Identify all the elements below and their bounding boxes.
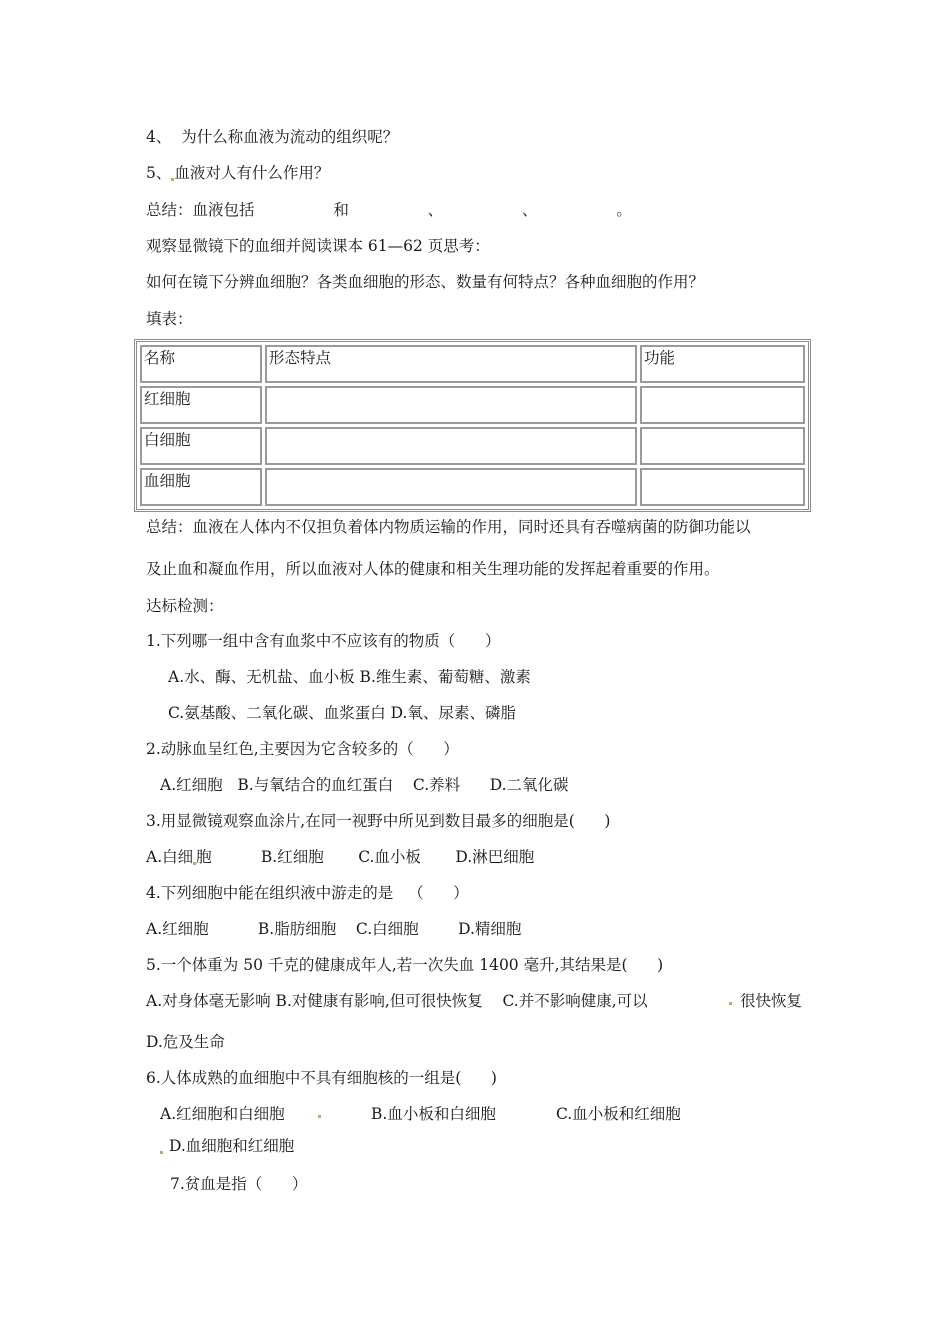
test-question-5-options-tail: 很快恢复 [740,992,803,1010]
table-cell-function[interactable] [640,468,805,506]
speck-mark-icon [729,1002,732,1005]
test-question-4: 4.下列细胞中能在组织液中游走的是 （ ） [146,884,469,902]
test-question-5: 5.一个体重为 50 千克的健康成年人,若一次失血 1400 毫升,其结果是( ) [146,956,664,974]
table-cell-name: 红细胞 [140,386,262,424]
table-cell-shape[interactable] [265,468,637,506]
table-row [140,468,805,506]
question-5-number: 5、 [146,164,172,182]
test-question-1-options-ab: A.水、酶、无机盐、血小板 B.维生素、葡萄糖、激素 [168,668,531,686]
test-question-2: 2.动脉血呈红色,主要因为它含较多的（ ） [146,740,459,758]
test-question-1-options-cd: C.氨基酸、二氧化碳、血浆蛋白 D.氧、尿素、磷脂 [168,704,516,722]
test-heading: 达标检测： [146,597,224,615]
test-question-3: 3.用显微镜观察血涂片,在同一视野中所见到数目最多的细胞是( ) [146,812,611,830]
test-question-5-option-d: D.危及生命 [146,1033,225,1051]
question-5 [146,163,329,183]
question-4: 4、 为什么称血液为流动的组织呢？ [146,128,399,146]
test-question-4-options: A.红细胞 B.脂肪细胞 C.白细胞 D.精细胞 [146,920,522,938]
test-question-6-option-d: D.血细胞和红细胞 [169,1137,295,1155]
test-question-3-options [146,847,534,867]
table-cell-shape[interactable] [265,386,637,424]
test-question-6-option-a: A.红细胞和白细胞 [160,1105,285,1123]
test-question-3-options-rest: 胞 B.红细胞 C.血小板 D.淋巴细胞 [196,848,535,866]
observe-instruction: 观察显微镜下的血细并阅读课本 61—62 页思考： [146,237,490,255]
table-cell-function[interactable] [640,386,805,424]
table-header-name: 名称 [140,345,262,383]
table-header-row [140,345,805,383]
summary-blood-composition: 总结：血液包括 和 、 、 。 [146,201,632,219]
test-question-6-option-b: B.血小板和白细胞 [371,1105,496,1123]
table-cell-name: 白细胞 [140,427,262,465]
test-question-5-options-abc: A.对身体毫无影响 B.对健康有影响,但可很快恢复 C.并不影响健康,可以 [146,992,648,1010]
table-cell-shape[interactable] [265,427,637,465]
test-question-6-option-d-line [160,1136,294,1156]
speck-mark-icon [160,1151,163,1154]
table-cell-function[interactable] [640,427,805,465]
test-question-2-options: A.红细胞 B.与氧结合的血红蛋白 C.养料 D.二氧化碳 [160,776,569,794]
test-question-3-option-a: A.白细 [146,848,194,866]
table-header-shape: 形态特点 [265,345,637,383]
summary-blood-function-line2: 及止血和凝血作用，所以血液对人体的健康和相关生理功能的发挥起着重要的作用。 [146,560,720,578]
speck-mark-icon [318,1115,321,1118]
table-header-function: 功能 [640,345,805,383]
test-question-6: 6.人体成熟的血细胞中不具有细胞核的一组是( ) [146,1069,497,1087]
test-question-6-option-c: C.血小板和红细胞 [556,1105,681,1123]
test-question-1: 1.下列哪一组中含有血浆中不应该有的物质（ ） [146,632,501,650]
summary-blood-function-line1: 总结：血液在人体内不仅担负着体内物质运输的作用，同时还具有吞噬病菌的防御功能以 [146,518,751,536]
table-row [140,427,805,465]
blood-cell-table [134,339,811,512]
test-question-7: 7.贫血是指（ ） [170,1175,308,1193]
fill-table-label: 填表： [146,310,193,328]
question-5-text: 血液对人有什么作用？ [174,164,330,182]
question-blood-cells: 如何在镜下分辨血细胞？各类血细胞的形态、数量有何特点？各种血细胞的作用？ [146,273,705,291]
table-row [140,386,805,424]
table-cell-name: 血细胞 [140,468,262,506]
